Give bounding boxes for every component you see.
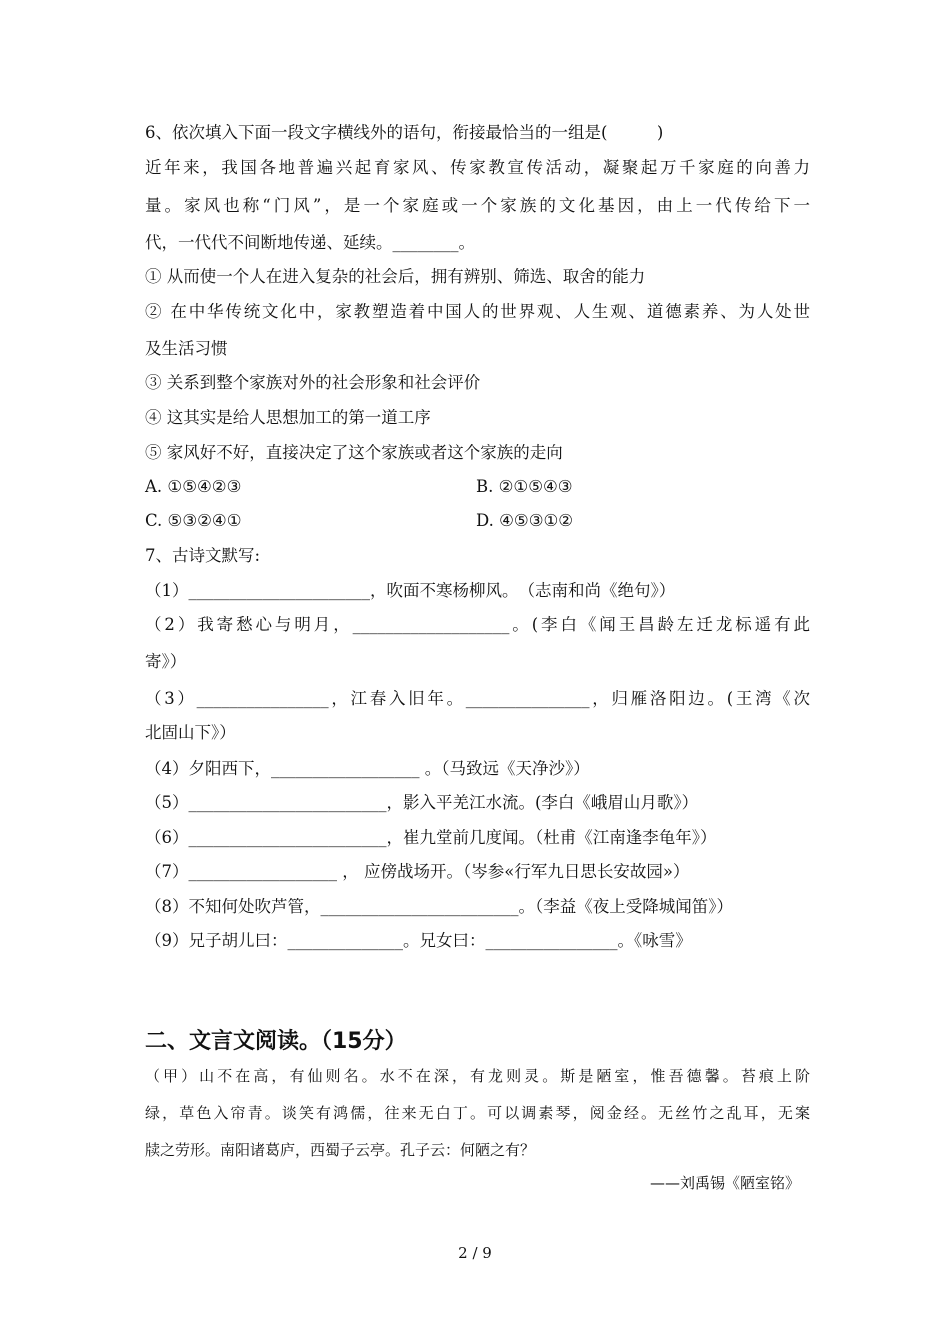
passage-line: 近年来，我国各地普遍兴起育家风、传家教宣传活动，凝聚起万千家庭的向善力 xyxy=(145,158,810,177)
option-b: B. ②①⑤④③ xyxy=(476,477,573,496)
attribution: ——刘禹锡《陋室铭》 xyxy=(649,1174,800,1192)
passage-line: 绿，草色入帘青。谈笑有鸿儒，往来无白丁。可以调素琴，阅金经。无丝竹之乱耳，无案 xyxy=(145,1104,810,1122)
question-7-title: 7、古诗文默写: xyxy=(145,546,261,565)
passage-line: 量。家风也称“门风”，是一个家庭或一个家族的文化基因，由上一代传给下一 xyxy=(145,196,810,215)
poetry-line: （5）________________________，影入平羌江水流。(李白《峨眉山月歌》） xyxy=(145,793,699,812)
option-c: C. ⑤③②④① xyxy=(145,511,242,530)
poetry-line: （6）________________________，崔九堂前几度闻。（杜甫《江南逢李龟年》） xyxy=(145,828,717,847)
poetry-line: 北固山下》） xyxy=(145,723,236,742)
passage-line: 代，一代代不间断地传递、延续。________。 xyxy=(145,233,475,252)
poetry-line: 寄》） xyxy=(145,652,187,671)
poetry-line: （2）我寄愁心与明月，___________________。(李白《闻王昌龄左迁龙标遥有此 xyxy=(145,615,810,634)
poetry-line: （1）______________________，吹面不寒杨柳风。 （志南和尚《绝句》） xyxy=(145,581,676,600)
option-d: D. ④⑤③①② xyxy=(476,511,574,530)
sentence-item: ② 在中华传统文化中，家教塑造着中国人的世界观、人生观、道德素养、为人处世 xyxy=(145,302,810,321)
sentence-item: ⑤ 家风好不好，直接决定了这个家族或者这个家族的走向 xyxy=(145,443,563,462)
passage-line: 牍之劳形。南阳诸葛庐，西蜀子云亭。孔子云：何陋之有？ xyxy=(145,1141,536,1159)
option-a: A. ①⑤④②③ xyxy=(145,477,242,496)
poetry-line: （7）__________________ ， 应傍战场开。（岑参«行军九日思长安故园»） xyxy=(145,862,690,881)
poetry-line: （8）不知何处吹芦管，________________________。（李益《夜上受降城闻笛》） xyxy=(145,897,733,916)
poetry-line: （3）________________，江春入旧年。_______________，归雁洛阳边。(王湾《次 xyxy=(145,689,810,708)
sentence-item: ④ 这其实是给人思想加工的第一道工序 xyxy=(145,408,431,427)
section-heading: 二、文言文阅读。（15分） xyxy=(145,1029,407,1054)
passage-line: （甲）山不在高，有仙则名。水不在深，有龙则灵。斯是陋室，惟吾德馨。苔痕上阶 xyxy=(145,1067,810,1085)
question-6-stem: 6、依次填入下面一段文字横线外的语句，衔接最恰当的一组是( ) xyxy=(145,123,664,142)
page-indicator: 2 / 9 xyxy=(458,1244,492,1262)
poetry-line: （9）兄子胡儿曰：______________。兄女曰：________________。《咏雪》 xyxy=(145,931,692,950)
sentence-item: 及生活习惯 xyxy=(145,339,228,358)
poetry-line: （4）夕阳西下，__________________ 。（马致远《天净沙》） xyxy=(145,759,590,778)
sentence-item: ③ 关系到整个家族对外的社会形象和社会评价 xyxy=(145,373,481,392)
sentence-item: ① 从而使一个人在进入复杂的社会后，拥有辨别、筛选、取舍的能力 xyxy=(145,267,646,286)
